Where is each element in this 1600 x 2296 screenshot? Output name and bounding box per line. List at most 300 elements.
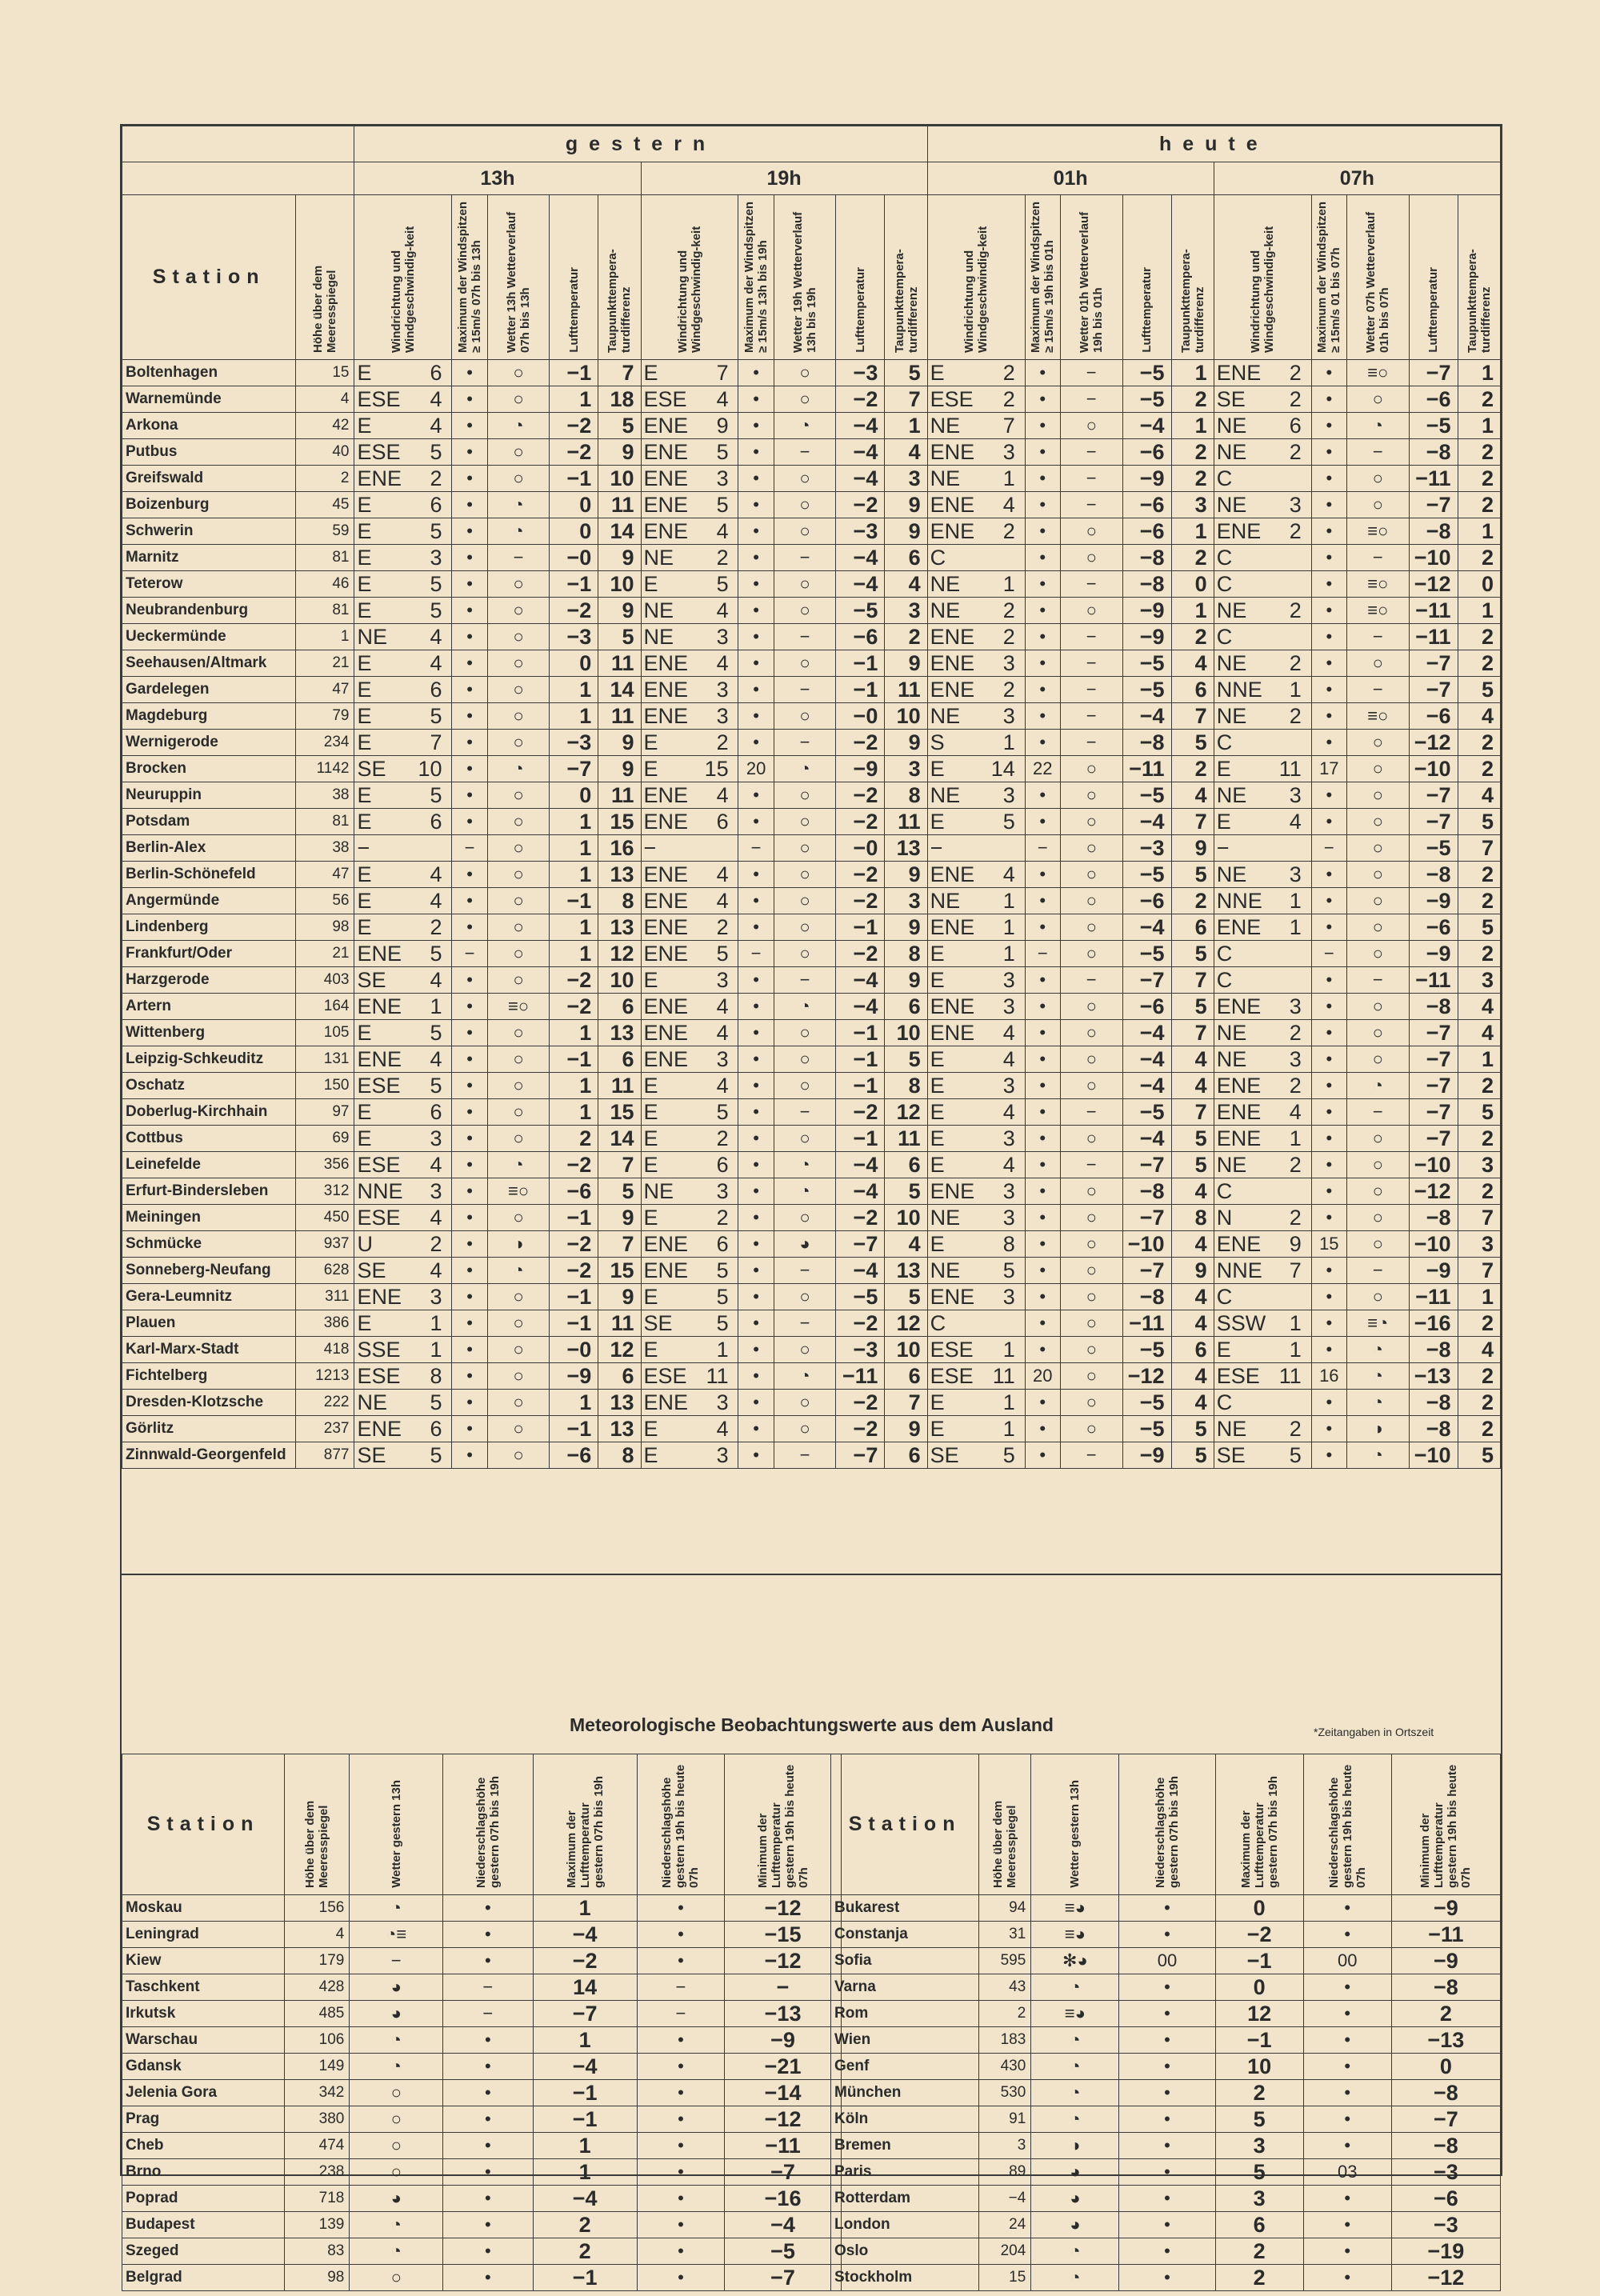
air-temperature: −9 bbox=[1122, 598, 1171, 624]
station-height: 81 bbox=[296, 809, 354, 835]
wind-direction: E bbox=[930, 756, 945, 781]
gust-max: • bbox=[452, 1390, 487, 1416]
wind-speed: 5 bbox=[430, 598, 442, 622]
weather-symbol: ≡○ bbox=[1346, 518, 1409, 545]
foreign-col-header-text: Höhe über dem Meeresspiegel bbox=[303, 1800, 331, 1888]
temp-min: 0 bbox=[1391, 2054, 1500, 2080]
weather-symbol: ○ bbox=[774, 1416, 836, 1442]
wind-cell bbox=[927, 360, 1025, 386]
foreign-station-name: Oslo bbox=[831, 2238, 979, 2265]
air-temperature: −4 bbox=[1122, 914, 1171, 941]
wind-direction: E bbox=[357, 1126, 372, 1150]
precip-night: • bbox=[1303, 2186, 1391, 2212]
air-temperature: −1 bbox=[550, 1284, 598, 1310]
weather-symbol: ○ bbox=[774, 835, 836, 862]
wind-speed: 4 bbox=[1289, 1099, 1302, 1124]
dewpoint-difference: 2 bbox=[1458, 1073, 1500, 1099]
table-row bbox=[831, 2238, 1501, 2265]
station-name: Greifswald bbox=[122, 466, 296, 492]
wind-speed: 1 bbox=[1002, 1416, 1015, 1441]
wind-speed: 2 bbox=[1289, 1020, 1302, 1045]
wind-cell bbox=[354, 1337, 452, 1363]
foreign-weather-symbol: ≡◕ bbox=[1031, 1922, 1119, 1948]
wind-speed: 1 bbox=[1002, 466, 1015, 490]
table-row bbox=[122, 1020, 1501, 1046]
gust-max: • bbox=[452, 413, 487, 439]
wind-direction: ESE bbox=[357, 439, 401, 464]
foreign-col-header-text: Wetter gestern 13h bbox=[1068, 1780, 1082, 1888]
table-row bbox=[831, 2212, 1501, 2238]
wind-cell bbox=[1214, 360, 1311, 386]
temp-max: 3 bbox=[1215, 2133, 1303, 2159]
foreign-weather-symbol: ◔ bbox=[350, 2054, 443, 2080]
gust-max: • bbox=[1311, 571, 1346, 598]
foreign-weather-symbol: ○ bbox=[350, 2159, 443, 2186]
wind-direction: C bbox=[1216, 1390, 1233, 1414]
wind-cell bbox=[641, 703, 738, 730]
dewpoint-difference: 2 bbox=[1458, 1363, 1500, 1390]
dewpoint-difference: 14 bbox=[598, 677, 641, 703]
weather-symbol: ○ bbox=[1060, 1337, 1122, 1363]
gust-max: • bbox=[1311, 730, 1346, 756]
weather-symbol: ≡○ bbox=[1346, 360, 1409, 386]
dewpoint-difference: 6 bbox=[1171, 677, 1214, 703]
wind-cell bbox=[641, 650, 738, 677]
wind-cell bbox=[927, 1020, 1025, 1046]
weather-symbol: ○ bbox=[1060, 1284, 1122, 1310]
table-row bbox=[831, 2106, 1501, 2133]
temp-min: −7 bbox=[1391, 2106, 1500, 2133]
gust-max: • bbox=[1311, 967, 1346, 994]
weather-symbol: − bbox=[1060, 730, 1122, 756]
air-temperature: −1 bbox=[550, 1416, 598, 1442]
station-height: 81 bbox=[296, 545, 354, 571]
wind-direction: C bbox=[930, 1310, 946, 1335]
wind-cell bbox=[354, 1390, 452, 1416]
heute-header: heute bbox=[927, 126, 1500, 162]
air-temperature: −8 bbox=[1409, 994, 1458, 1020]
weather-symbol: ○ bbox=[487, 571, 550, 598]
gust-max: • bbox=[1311, 1073, 1346, 1099]
temp-max: 0 bbox=[1215, 1974, 1303, 2001]
gust-max: • bbox=[452, 545, 487, 571]
wind-speed: 3 bbox=[1002, 994, 1015, 1018]
weather-symbol: ○ bbox=[774, 941, 836, 967]
wind-direction: NE bbox=[930, 598, 961, 622]
wind-speed: 2 bbox=[1289, 1205, 1302, 1230]
wind-cell bbox=[641, 1231, 738, 1258]
air-temperature: −13 bbox=[1409, 1363, 1458, 1390]
wind-speed: 4 bbox=[1289, 809, 1302, 834]
wind-cell bbox=[927, 782, 1025, 809]
wind-direction: − bbox=[930, 835, 943, 860]
weather-symbol: ○ bbox=[487, 677, 550, 703]
precip-day: • bbox=[1119, 2186, 1215, 2212]
wind-direction: SE bbox=[357, 756, 386, 781]
air-temperature: −9 bbox=[550, 1363, 598, 1390]
wind-cell bbox=[641, 1390, 738, 1416]
wind-direction: ENE bbox=[930, 1284, 975, 1309]
weather-symbol: ○ bbox=[1060, 809, 1122, 835]
wind-speed: 3 bbox=[1289, 492, 1302, 517]
wind-cell bbox=[354, 1258, 452, 1284]
wind-speed: 11 bbox=[1278, 756, 1302, 781]
gust-max: 17 bbox=[1311, 756, 1346, 782]
wind-speed: 1 bbox=[430, 1310, 442, 1335]
wind-direction: NE bbox=[1216, 1152, 1247, 1177]
air-temperature: −1 bbox=[836, 677, 885, 703]
station-name: Fichtelberg bbox=[122, 1363, 296, 1390]
wind-direction: C bbox=[1216, 1178, 1233, 1203]
station-height: 403 bbox=[296, 967, 354, 994]
wind-speed: 4 bbox=[430, 1152, 442, 1177]
dewpoint-difference: 2 bbox=[1171, 624, 1214, 650]
dewpoint-difference: 9 bbox=[885, 492, 927, 518]
wind-direction: C bbox=[1216, 967, 1233, 992]
dewpoint-difference: 4 bbox=[1458, 782, 1500, 809]
weather-symbol: ○ bbox=[1346, 756, 1409, 782]
air-temperature: −5 bbox=[1122, 677, 1171, 703]
dewpoint-difference: 2 bbox=[1171, 756, 1214, 782]
wind-speed: 2 bbox=[1289, 1416, 1302, 1441]
dewpoint-difference: 11 bbox=[598, 1073, 641, 1099]
weather-symbol: − bbox=[1060, 624, 1122, 650]
weather-symbol: ◑ bbox=[487, 1231, 550, 1258]
station-name: Erfurt-Bindersleben bbox=[122, 1178, 296, 1205]
gust-max: • bbox=[1311, 1046, 1346, 1073]
table-row bbox=[122, 2238, 842, 2265]
wind-cell bbox=[354, 677, 452, 703]
wind-direction: NE bbox=[1216, 703, 1247, 728]
station-name: Potsdam bbox=[122, 809, 296, 835]
table-row bbox=[122, 730, 1501, 756]
wind-speed: 3 bbox=[716, 1178, 729, 1203]
wind-cell bbox=[354, 1073, 452, 1099]
weather-symbol: ○ bbox=[1060, 914, 1122, 941]
col-header-cols_19-4 bbox=[885, 195, 927, 360]
temp-min: −13 bbox=[725, 2001, 842, 2027]
weather-symbol: − bbox=[1346, 624, 1409, 650]
gust-max: • bbox=[1311, 466, 1346, 492]
foreign-weather-symbol: ≡◕ bbox=[1031, 2001, 1119, 2027]
air-temperature: −7 bbox=[1409, 360, 1458, 386]
wind-direction: NE bbox=[1216, 650, 1247, 675]
weather-symbol: ◔ bbox=[487, 518, 550, 545]
dewpoint-difference: 12 bbox=[598, 941, 641, 967]
wind-direction: ENE bbox=[643, 862, 689, 886]
wind-direction: ENE bbox=[930, 492, 975, 517]
wind-direction: NE bbox=[1216, 1416, 1247, 1441]
precip-night: • bbox=[637, 2027, 724, 2054]
foreign-station-name: Genf bbox=[831, 2054, 979, 2080]
foreign-col-header-2 bbox=[1119, 1754, 1215, 1895]
air-temperature: 1 bbox=[550, 809, 598, 835]
wind-speed: 2 bbox=[716, 1126, 729, 1150]
air-temperature: −2 bbox=[836, 862, 885, 888]
wind-speed: 3 bbox=[716, 967, 729, 992]
temp-min: −12 bbox=[725, 2106, 842, 2133]
air-temperature: −4 bbox=[836, 545, 885, 571]
wind-direction: E bbox=[357, 914, 372, 939]
time-01h: 01h bbox=[927, 162, 1214, 195]
air-temperature: −5 bbox=[1122, 360, 1171, 386]
wind-direction: ENE bbox=[643, 466, 689, 490]
air-temperature: −5 bbox=[836, 1284, 885, 1310]
weather-symbol: ◔ bbox=[774, 756, 836, 782]
dewpoint-difference: 3 bbox=[885, 756, 927, 782]
wind-cell bbox=[1214, 1152, 1311, 1178]
weather-symbol: ○ bbox=[1346, 782, 1409, 809]
gust-max: • bbox=[738, 1020, 774, 1046]
station-name: Gardelegen bbox=[122, 677, 296, 703]
dewpoint-difference: 5 bbox=[1458, 809, 1500, 835]
air-temperature: −1 bbox=[550, 360, 598, 386]
wind-speed: 7 bbox=[716, 360, 729, 385]
station-name: Boltenhagen bbox=[122, 360, 296, 386]
table-row bbox=[831, 1895, 1501, 1922]
dewpoint-difference: 7 bbox=[1171, 1020, 1214, 1046]
foreign-col-header-text: Niederschlagshöhe gestern 19h bis heute 07h bbox=[660, 1764, 702, 1888]
foreign-station-name: Bukarest bbox=[831, 1895, 979, 1922]
table-row bbox=[831, 2001, 1501, 2027]
precip-night: − bbox=[637, 2001, 724, 2027]
foreign-station-name: Cheb bbox=[122, 2133, 285, 2159]
col-header-text: Windrichtung und Windgeschwindig-keit bbox=[962, 226, 990, 353]
weather-symbol: − bbox=[1060, 466, 1122, 492]
foreign-station-name: Varna bbox=[831, 1974, 979, 2001]
temp-min: 2 bbox=[1391, 2001, 1500, 2027]
gust-max: − bbox=[738, 835, 774, 862]
foreign-left-station-header: Station bbox=[122, 1754, 285, 1895]
wind-speed: 4 bbox=[1002, 1020, 1015, 1045]
foreign-weather-symbol: − bbox=[350, 1948, 443, 1974]
weather-symbol: ○ bbox=[487, 1046, 550, 1073]
station-name: Wittenberg bbox=[122, 1020, 296, 1046]
wind-cell bbox=[641, 1126, 738, 1152]
wind-direction: ENE bbox=[643, 413, 689, 438]
gust-max: • bbox=[738, 809, 774, 835]
wind-cell bbox=[354, 730, 452, 756]
dewpoint-difference: 8 bbox=[598, 888, 641, 914]
dewpoint-difference: 13 bbox=[885, 1258, 927, 1284]
wind-cell bbox=[1214, 1337, 1311, 1363]
wind-direction: SE bbox=[643, 1310, 673, 1335]
foreign-station-name: Paris bbox=[831, 2159, 979, 2186]
air-temperature: 1 bbox=[550, 703, 598, 730]
station-name: Meiningen bbox=[122, 1205, 296, 1231]
air-temperature: 1 bbox=[550, 1020, 598, 1046]
gust-max: • bbox=[452, 888, 487, 914]
col-header-cols_07-0 bbox=[1214, 195, 1311, 360]
weather-symbol: − bbox=[774, 1258, 836, 1284]
weather-symbol: ○ bbox=[774, 1205, 836, 1231]
air-temperature: −2 bbox=[836, 1099, 885, 1126]
weather-symbol: ◔ bbox=[487, 1152, 550, 1178]
dewpoint-difference: 7 bbox=[1171, 967, 1214, 994]
gust-max: • bbox=[452, 967, 487, 994]
air-temperature: 2 bbox=[550, 1126, 598, 1152]
air-temperature: −1 bbox=[836, 650, 885, 677]
weather-symbol: ○ bbox=[1346, 862, 1409, 888]
gust-max: 20 bbox=[738, 756, 774, 782]
time-07h: 07h bbox=[1214, 162, 1500, 195]
gust-max: • bbox=[1025, 914, 1060, 941]
gust-max: • bbox=[1311, 360, 1346, 386]
dewpoint-difference: 6 bbox=[598, 1046, 641, 1073]
wind-direction: ENE bbox=[357, 1284, 402, 1309]
wind-direction: ENE bbox=[930, 1178, 975, 1203]
wind-cell bbox=[927, 650, 1025, 677]
wind-direction: ENE bbox=[930, 650, 975, 675]
temp-max: 12 bbox=[1215, 2001, 1303, 2027]
precip-day: • bbox=[443, 2265, 534, 2291]
station-height: 356 bbox=[296, 1152, 354, 1178]
gust-max: • bbox=[452, 1310, 487, 1337]
temp-min: −9 bbox=[1391, 1895, 1500, 1922]
precip-day: • bbox=[1119, 2212, 1215, 2238]
wind-speed: 4 bbox=[716, 782, 729, 807]
table-row bbox=[122, 1442, 1501, 1469]
col-header-text: Taupunkttempera-turdifferenz bbox=[1465, 249, 1493, 353]
foreign-weather-symbol: ◔≡ bbox=[350, 1922, 443, 1948]
wind-speed: 5 bbox=[716, 941, 729, 966]
air-temperature: −10 bbox=[1409, 1442, 1458, 1469]
air-temperature: −9 bbox=[1409, 888, 1458, 914]
wind-cell bbox=[641, 677, 738, 703]
wind-cell bbox=[354, 466, 452, 492]
wind-direction: E bbox=[357, 730, 372, 754]
weather-symbol: ○ bbox=[774, 360, 836, 386]
wind-speed: 3 bbox=[1002, 782, 1015, 807]
dewpoint-difference: 2 bbox=[1458, 624, 1500, 650]
station-name: Putbus bbox=[122, 439, 296, 466]
weather-symbol: ○ bbox=[487, 809, 550, 835]
wind-speed: 2 bbox=[1289, 439, 1302, 464]
foreign-station-name: Belgrad bbox=[122, 2265, 285, 2291]
wind-speed: 1 bbox=[1002, 571, 1015, 596]
air-temperature: −2 bbox=[836, 782, 885, 809]
station-name: Leinefelde bbox=[122, 1152, 296, 1178]
wind-cell bbox=[354, 360, 452, 386]
air-temperature: −7 bbox=[550, 756, 598, 782]
wind-speed: 5 bbox=[1002, 1442, 1015, 1467]
col-header-text: Taupunkttempera-turdifferenz bbox=[606, 249, 634, 353]
precip-day: • bbox=[1119, 2265, 1215, 2291]
corner-cell bbox=[122, 126, 354, 162]
station-height: 98 bbox=[296, 914, 354, 941]
wind-speed: 5 bbox=[716, 1258, 729, 1282]
station-height: 45 bbox=[296, 492, 354, 518]
air-temperature: −7 bbox=[1409, 677, 1458, 703]
station-height: 450 bbox=[296, 1205, 354, 1231]
precip-night: 03 bbox=[1303, 2159, 1391, 2186]
wind-direction: ENE bbox=[643, 1046, 689, 1071]
dewpoint-difference: 5 bbox=[1171, 862, 1214, 888]
wind-cell bbox=[1214, 1363, 1311, 1390]
station-height: 97 bbox=[296, 1099, 354, 1126]
air-temperature: −6 bbox=[1409, 386, 1458, 413]
precip-night: • bbox=[637, 1948, 724, 1974]
wind-direction: E bbox=[643, 1442, 658, 1467]
air-temperature: −6 bbox=[1122, 518, 1171, 545]
wind-direction: ESE bbox=[930, 386, 974, 411]
wind-direction: ESE bbox=[357, 1363, 401, 1388]
temp-min: −9 bbox=[1391, 1948, 1500, 1974]
dewpoint-difference: 7 bbox=[1171, 1099, 1214, 1126]
wind-speed: 4 bbox=[716, 1073, 729, 1098]
dewpoint-difference: 5 bbox=[1458, 1442, 1500, 1469]
weather-symbol: ○ bbox=[1060, 1205, 1122, 1231]
wind-cell bbox=[354, 835, 452, 862]
air-temperature: −6 bbox=[1409, 914, 1458, 941]
wind-speed: 3 bbox=[1289, 1046, 1302, 1071]
gust-max: • bbox=[1025, 862, 1060, 888]
weather-symbol: ◔ bbox=[1346, 413, 1409, 439]
air-temperature: −1 bbox=[550, 1205, 598, 1231]
air-temperature: −7 bbox=[836, 1231, 885, 1258]
wind-direction: E bbox=[643, 1205, 658, 1230]
dewpoint-difference: 2 bbox=[1171, 386, 1214, 413]
wind-direction: ENE bbox=[643, 809, 689, 834]
wind-speed: 4 bbox=[430, 1046, 442, 1071]
station-name: Neuruppin bbox=[122, 782, 296, 809]
wind-cell bbox=[927, 835, 1025, 862]
gust-max: • bbox=[1311, 1099, 1346, 1126]
precip-day: • bbox=[1119, 2133, 1215, 2159]
dewpoint-difference: 6 bbox=[885, 994, 927, 1020]
wind-speed: 6 bbox=[716, 1152, 729, 1177]
air-temperature: −0 bbox=[550, 1337, 598, 1363]
foreign-station-height: 94 bbox=[979, 1895, 1031, 1922]
weather-symbol: ○ bbox=[487, 1126, 550, 1152]
station-name: Arkona bbox=[122, 413, 296, 439]
wind-cell bbox=[927, 1152, 1025, 1178]
wind-speed: 6 bbox=[430, 809, 442, 834]
station-height: 164 bbox=[296, 994, 354, 1020]
wind-speed: 4 bbox=[1002, 862, 1015, 886]
wind-speed: 5 bbox=[716, 439, 729, 464]
weather-symbol: ○ bbox=[774, 518, 836, 545]
wind-cell bbox=[1214, 756, 1311, 782]
wind-direction: NE bbox=[357, 1390, 387, 1414]
gust-max: • bbox=[1025, 650, 1060, 677]
air-temperature: −5 bbox=[1122, 941, 1171, 967]
temp-min: −13 bbox=[1391, 2027, 1500, 2054]
dewpoint-difference: 8 bbox=[885, 941, 927, 967]
gust-max: • bbox=[1025, 677, 1060, 703]
time-note: *Zeitangaben in Ortszeit bbox=[1314, 1726, 1434, 1738]
gust-max: − bbox=[1311, 941, 1346, 967]
weather-symbol: ○ bbox=[1346, 1205, 1409, 1231]
weather-symbol: − bbox=[1346, 439, 1409, 466]
air-temperature: 0 bbox=[550, 492, 598, 518]
wind-direction: E bbox=[930, 1099, 945, 1124]
weather-symbol: ○ bbox=[1060, 1363, 1122, 1390]
gust-max: • bbox=[1311, 914, 1346, 941]
precip-night: • bbox=[1303, 2080, 1391, 2106]
wind-direction: C bbox=[1216, 730, 1233, 754]
gust-max: • bbox=[738, 1099, 774, 1126]
wind-direction: NE bbox=[1216, 598, 1247, 622]
dewpoint-difference: 4 bbox=[1458, 1337, 1500, 1363]
foreign-col-header-5 bbox=[1391, 1754, 1500, 1895]
wind-cell bbox=[354, 545, 452, 571]
gust-max: • bbox=[452, 650, 487, 677]
gust-max: • bbox=[1025, 598, 1060, 624]
wind-cell bbox=[927, 994, 1025, 1020]
wind-cell bbox=[641, 492, 738, 518]
dewpoint-difference: 6 bbox=[1171, 1337, 1214, 1363]
